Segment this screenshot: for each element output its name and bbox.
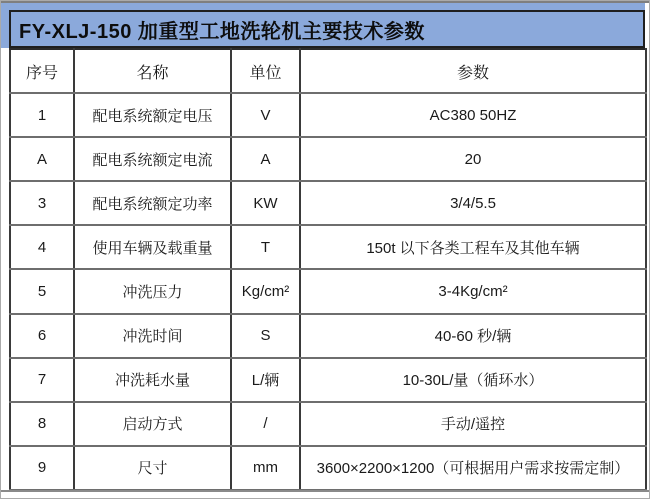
title-box: [9, 10, 645, 48]
table-row: [10, 446, 646, 490]
cell-name: 启动方式: [74, 402, 231, 446]
cell-serial: A: [10, 137, 74, 181]
cell-value: 3-4Kg/cm²: [300, 269, 646, 313]
column-header-unit: 单位: [231, 49, 300, 93]
cell-value: AC380 50HZ: [300, 93, 646, 137]
page-title: FY-XLJ-150 加重型工地洗轮机主要技术参数: [19, 20, 425, 43]
cell-serial: 3: [10, 181, 74, 225]
cell-value: 40-60 秒/辆: [300, 314, 646, 358]
cell-value: 10-30L/量（循环水）: [300, 358, 646, 402]
bottom-edge-divider: [1, 490, 650, 492]
table-row: [10, 181, 646, 225]
spec-table: [9, 48, 645, 491]
cell-name: 配电系统额定电压: [74, 93, 231, 137]
table-row: [10, 314, 646, 358]
cell-value: 150t 以下各类工程车及其他车辆: [300, 225, 646, 269]
cell-unit: mm: [231, 446, 300, 490]
cell-value: 手动/遥控: [300, 402, 646, 446]
cell-unit: KW: [231, 181, 300, 225]
table-row: [10, 402, 646, 446]
table-row: [10, 269, 646, 313]
cell-name: 配电系统额定电流: [74, 137, 231, 181]
cell-unit: V: [231, 93, 300, 137]
column-header-value: 参数: [300, 49, 646, 93]
cell-name: 冲洗耗水量: [74, 358, 231, 402]
cell-serial: 6: [10, 314, 74, 358]
cell-name: 尺寸: [74, 446, 231, 490]
cell-unit: T: [231, 225, 300, 269]
cell-unit: /: [231, 402, 300, 446]
cell-name: 冲洗时间: [74, 314, 231, 358]
table-row: [10, 225, 646, 269]
cell-value: 3/4/5.5: [300, 181, 646, 225]
table-row: [10, 137, 646, 181]
cell-serial: 8: [10, 402, 74, 446]
cell-serial: 5: [10, 269, 74, 313]
cell-name: 配电系统额定功率: [74, 181, 231, 225]
cell-serial: 4: [10, 225, 74, 269]
cell-unit: A: [231, 137, 300, 181]
column-header-name: 名称: [74, 49, 231, 93]
cell-name: 使用车辆及载重量: [74, 225, 231, 269]
title-band: [1, 3, 645, 48]
table-header-row: [10, 49, 646, 93]
cell-serial: 7: [10, 358, 74, 402]
cell-unit: Kg/cm²: [231, 269, 300, 313]
cell-serial: 1: [10, 93, 74, 137]
cell-unit: L/辆: [231, 358, 300, 402]
table-row: [10, 358, 646, 402]
cell-unit: S: [231, 314, 300, 358]
cell-value: 3600×2200×1200（可根据用户需求按需定制）: [300, 446, 646, 490]
table-row: [10, 93, 646, 137]
column-header-serial: 序号: [10, 49, 74, 93]
cell-serial: 9: [10, 446, 74, 490]
cell-value: 20: [300, 137, 646, 181]
cell-name: 冲洗压力: [74, 269, 231, 313]
